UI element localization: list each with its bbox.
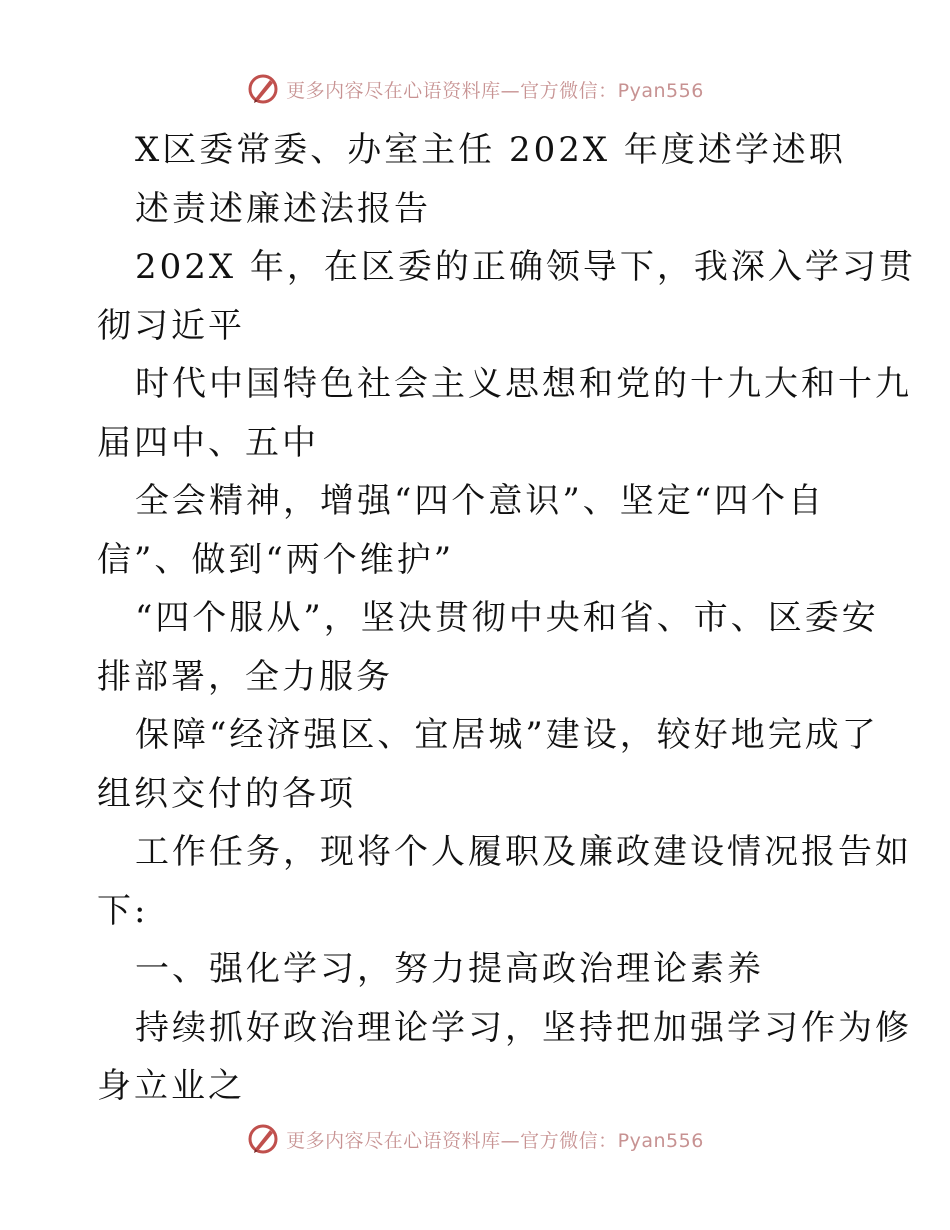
watermark-text: 更多内容尽在心语资料库—官方微信：Pyan556 bbox=[286, 79, 704, 102]
header-watermark bbox=[0, 72, 950, 106]
footer-watermark bbox=[0, 1122, 950, 1156]
paragraph-line: 信”、做到“两个维护” bbox=[97, 539, 455, 580]
paragraph-line: 身立业之 bbox=[97, 1066, 245, 1106]
paragraph-line: 排部署，全力服务 bbox=[97, 656, 393, 697]
title-line-2: 述责述廉述法报告 bbox=[135, 188, 431, 229]
paragraph-line: 彻习近平 bbox=[97, 305, 245, 346]
title-line-1: X区委常委、办室主任 202X 年度述学述职 bbox=[135, 130, 846, 170]
paragraph-line: 202X 年，在区委的正确领导下，我深入学习贯 bbox=[135, 247, 916, 287]
paragraph-line: 组织交付的各项 bbox=[97, 773, 356, 814]
paragraph-line: 下: bbox=[97, 890, 149, 931]
paragraph-line: 保障“经济强区、宜居城”建设，较好地完成了 bbox=[135, 715, 879, 755]
watermark-text: 更多内容尽在心语资料库—官方微信：Pyan556 bbox=[286, 1129, 704, 1152]
pen-in-circle-icon bbox=[246, 72, 280, 106]
paragraph-line: 全会精神，增强“四个意识”、坚定“四个自 bbox=[135, 481, 826, 521]
paragraph-line: 持续抓好政治理论学习，坚持把加强学习作为修 bbox=[135, 1007, 912, 1048]
paragraph-line: 届四中、五中 bbox=[97, 422, 319, 463]
paragraph-line: “四个服从”，坚决贯彻中央和省、市、区委安 bbox=[135, 598, 879, 638]
paragraph-line: 工作任务，现将个人履职及廉政建设情况报告如 bbox=[135, 832, 912, 872]
paragraph-line: 时代中国特色社会主义思想和党的十九大和十九 bbox=[135, 364, 912, 404]
document-body bbox=[97, 121, 916, 1116]
pen-in-circle-icon bbox=[246, 1122, 280, 1156]
section-heading: 一、强化学习，努力提高政治理论素养 bbox=[135, 949, 764, 989]
